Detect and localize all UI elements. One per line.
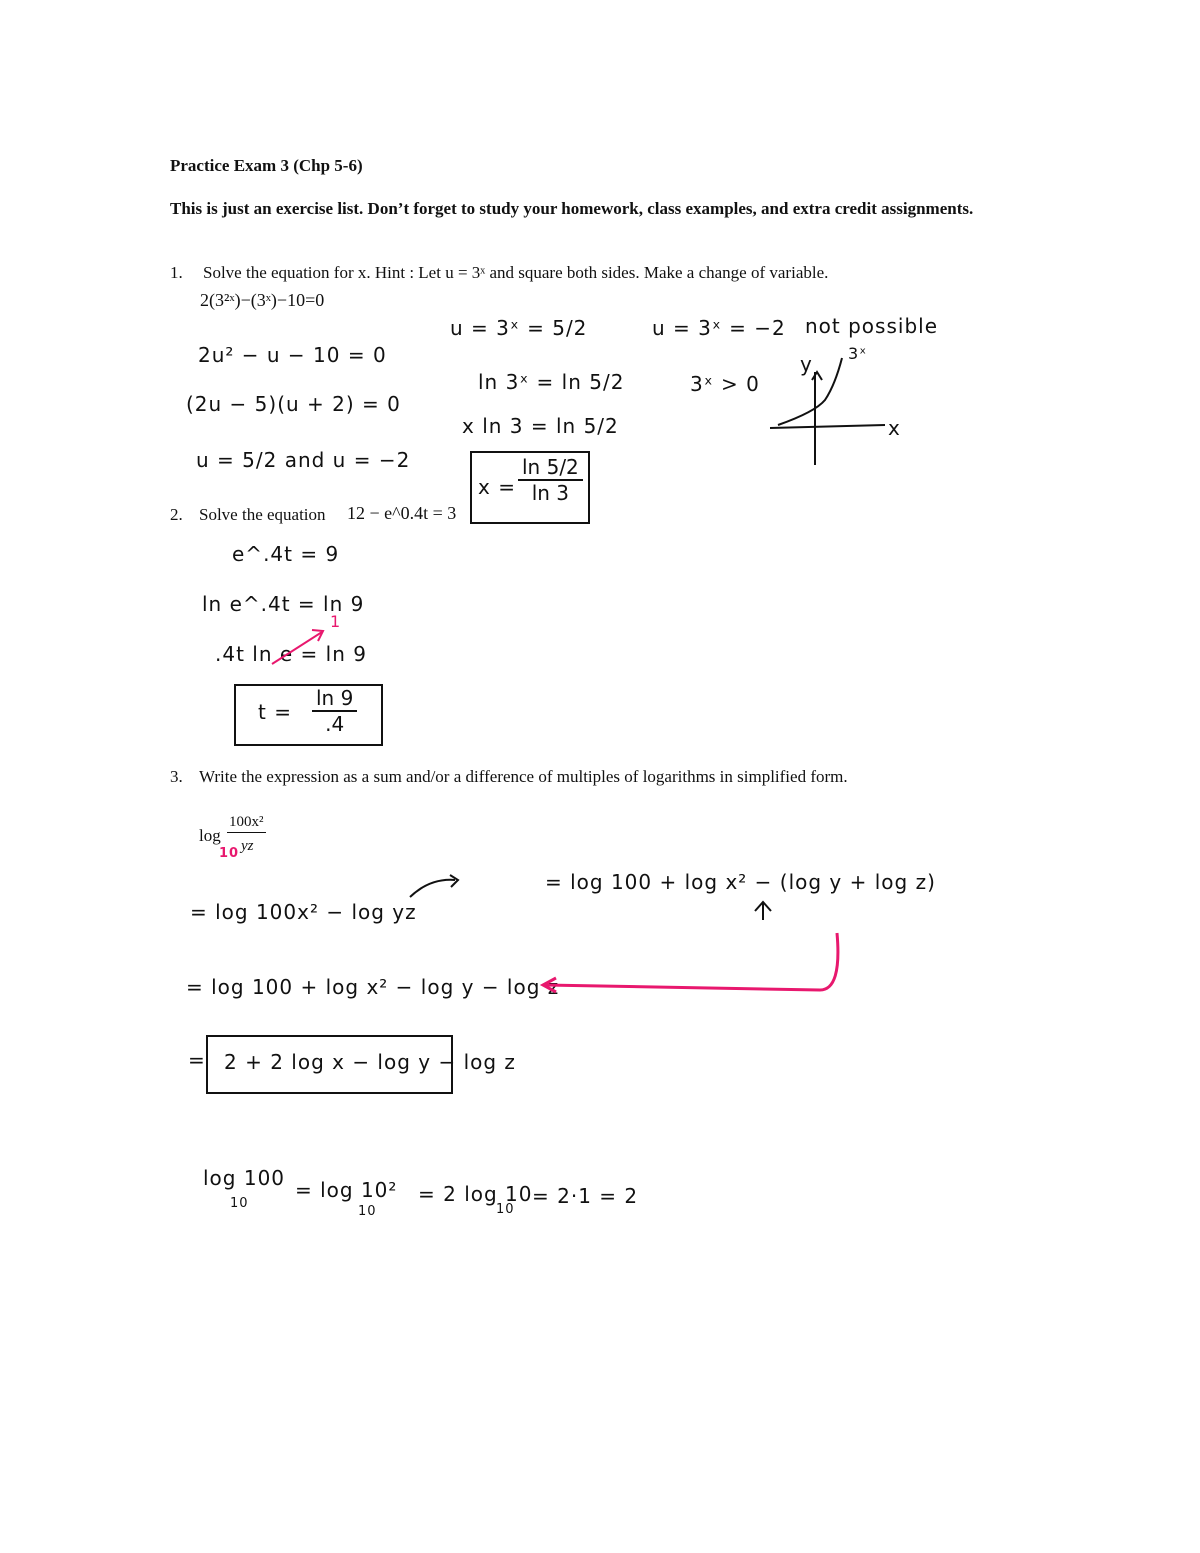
graph-curve-label: 3ˣ [848, 344, 868, 363]
q1-work-line-1: 2u² − u − 10 = 0 [198, 343, 387, 367]
q1-not-possible: not possible [805, 314, 938, 338]
q3-answer-box [206, 1035, 516, 1094]
q3-work-line-2: = log 100 + log x² − log y − log z [186, 975, 560, 999]
black-arrow-head-icon [450, 875, 458, 887]
q2-number: 2. [170, 505, 183, 524]
q3-work-right: = log 100 + log x² − (log y + log z) [545, 870, 936, 894]
q3-side-a: log 100 [203, 1166, 286, 1190]
q3-side-b-base: 10 [358, 1204, 377, 1219]
black-curve-arrow [410, 880, 455, 897]
q3-work-line-1: = log 100x² − log yz [190, 900, 417, 924]
q3-side-b: = log 10² [295, 1178, 398, 1202]
q1-right-line-1: u = 3ˣ = −2 [652, 316, 786, 340]
pink-return-arrow [545, 933, 838, 990]
q3-side-d: = 2·1 = 2 [532, 1184, 639, 1208]
q1-text: Solve the equation for x. Hint : Let u = 3ˣ and square both sides. Make a change of variable. [203, 263, 829, 282]
q2-pink-mark: 1 [330, 612, 342, 631]
q1-right-line-3: 3ˣ > 0 [690, 372, 760, 396]
q1-answer-numerator: ln 5/2 [518, 455, 583, 481]
graph-y-label: y [800, 352, 813, 376]
q1-number: 1. [170, 263, 183, 282]
q2-answer-label: t = [258, 700, 292, 724]
q2-answer-denominator: .4 [325, 712, 345, 736]
q1-work-line-3: u = 5/2 and u = −2 [196, 448, 411, 472]
q3-pink-base: 10 [219, 846, 240, 861]
q3-expr-log: log [199, 826, 221, 845]
q2-text: Solve the equation [199, 505, 326, 524]
q3-number: 3. [170, 767, 183, 786]
q3-expr-numerator: 100x² [227, 814, 266, 833]
q1-mid-line-3: x ln 3 = ln 5/2 [462, 414, 619, 438]
q1-answer-label: x = [478, 475, 516, 499]
q1-equation: 2(3²ˣ)−(3ˣ)−10=0 [200, 290, 325, 310]
q3-side-a-base: 10 [230, 1196, 249, 1211]
q3-answer: 2 + 2 log x − log y − log z [224, 1050, 516, 1074]
q1-answer-denominator: ln 3 [531, 481, 570, 505]
page-title: Practice Exam 3 (Chp 5-6) [170, 156, 363, 175]
q1-work-line-2: (2u − 5)(u + 2) = 0 [186, 392, 401, 416]
graph-x-label: x [888, 416, 901, 440]
q2-work-line-3: .4t ln e = ln 9 [215, 642, 367, 666]
q1-mid-line-2: ln 3ˣ = ln 5/2 [478, 370, 625, 394]
q3-side-c: = 2 log 10 [418, 1182, 533, 1206]
intro-paragraph: This is just an exercise list. Don’t forget to study your homework, class examples, and extra credit assignments. [170, 199, 974, 218]
q2-work-line-2: ln e^.4t = ln 9 [202, 592, 365, 616]
q3-text: Write the expression as a sum and/or a difference of multiples of logarithms in simplified form. [199, 767, 848, 786]
q2-answer-numerator: ln 9 [312, 686, 357, 712]
q3-side-c-base: 10 [496, 1202, 515, 1217]
q1-mid-line-1: u = 3ˣ = 5/2 [450, 316, 588, 340]
q2-work-line-1: e^.4t = 9 [232, 542, 340, 566]
q3-expr-denominator: yz [241, 838, 254, 854]
q3-answer-prefix: = [188, 1048, 206, 1072]
q2-equation: 12 − e^0.4t = 3 [347, 503, 457, 523]
